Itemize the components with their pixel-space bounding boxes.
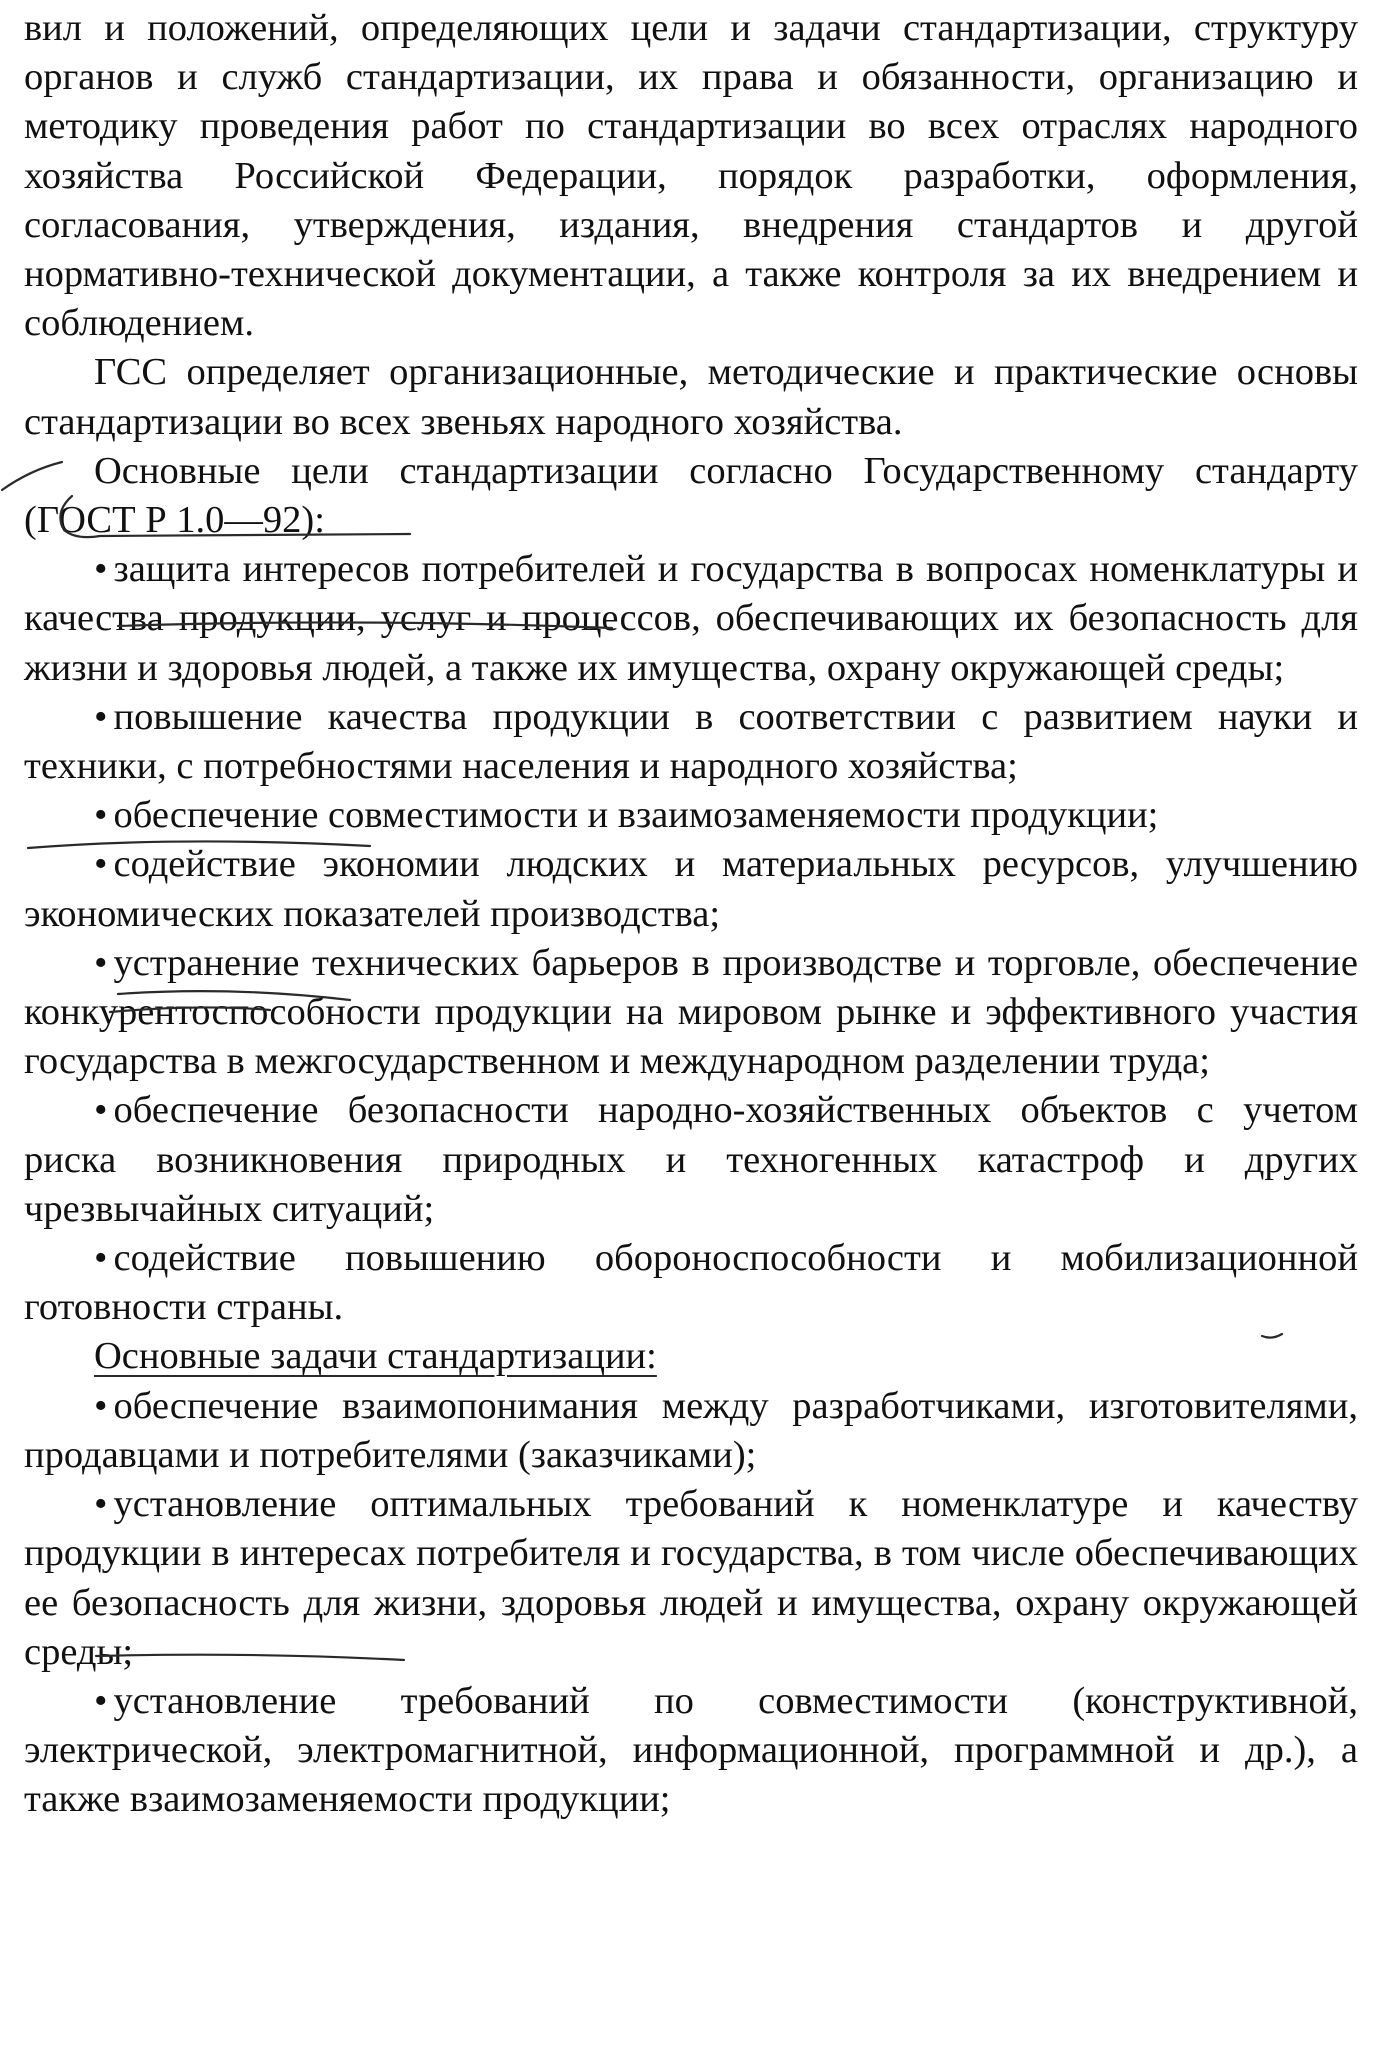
bullet-icon: • — [94, 695, 108, 738]
paragraph-continuation: вил и положений, определяющих цели и задачи стандартизации, структуру органов и служб стандартизации, их права и обязанности, организацию и методику проведения работ по стандартизации во всех отраслях народного хозяйства Российской Федерации, порядок разработки, оформления, согласования, утверждения, издания, внедрения стандартов и другой нормативно-технической документации, а также контроля за их внедрением и соблюдением. — [24, 7, 1358, 345]
tasks-heading-text: Основные задачи стандартизации: — [94, 1335, 657, 1378]
bullet-icon: • — [94, 794, 108, 837]
goal-item — [24, 1086, 1358, 1234]
goal-item — [24, 1234, 1358, 1332]
goal-item — [24, 545, 1358, 693]
goal-item — [24, 791, 1358, 840]
bullet-icon: • — [94, 1089, 108, 1132]
goals-heading: Основные цели стандартизации согласно Государственному стандарту (ГОСТ Р 1.0—92): — [24, 449, 1358, 542]
bullet-icon: • — [94, 1679, 108, 1722]
bullet-icon: • — [94, 548, 108, 591]
task-item-text: установление оптимальных требований к номенклатуре и качеству продукции в интересах потребителя и государства, в том числе обеспечивающих ее безопасность для жизни, здоровья людей и имущества, охрану окружающей среды; — [24, 1483, 1358, 1673]
tasks-heading — [24, 1332, 1358, 1381]
bullet-icon: • — [94, 941, 108, 984]
task-item-text: обеспечение взаимопонимания между разработчиками, изготовителями, продавцами и потребителями (заказчиками); — [24, 1384, 1358, 1476]
goal-item-text: содействие повышению обороноспособности и мобилизационной готовности страны. — [24, 1237, 1358, 1329]
goal-item — [24, 693, 1358, 791]
goal-item-text: обеспечение безопасности народно-хозяйственных объектов с учетом риска возникновения природных и техногенных катастроф и других чрезвычайных ситуаций; — [24, 1089, 1358, 1230]
paragraph-gss-definition: ГСС определяет организационные, методические и практические основы стандартизации во всех звеньях народного хозяйства. — [24, 351, 1358, 443]
goal-item-text: обеспечение совместимости и взаимозаменяемости продукции; — [113, 794, 1159, 837]
bullet-icon: • — [94, 1384, 108, 1427]
bullet-icon: • — [94, 1483, 108, 1526]
goal-item — [24, 840, 1358, 938]
task-item-text: установление требований по совместимости (конструктивной, электрической, электромагнитной, информационной, программной и др.), а также взаимозаменяемости продукции; — [24, 1679, 1358, 1821]
bullet-icon: • — [94, 843, 108, 886]
goal-item-text: устранение технических барьеров в производстве и торговле, обеспечение конкурентоспособности продукции на мировом рынке и эффективного участия государства в межгосударственном и международном разделении труда; — [24, 941, 1358, 1083]
task-item — [24, 1677, 1358, 1825]
task-item — [24, 1382, 1358, 1480]
bullet-icon: • — [94, 1237, 108, 1280]
goal-item — [24, 939, 1358, 1087]
goal-item-text: защита интересов потребителей и государства в вопросах номенклатуры и качества продукции, услуг и процессов, обеспечивающих их безопасность для жизни и здоровья людей, а также их имущества, охрану окружающей среды; — [24, 548, 1358, 689]
document-page — [24, 4, 1358, 1825]
task-item — [24, 1480, 1358, 1677]
goal-item-text: повышение качества продукции в соответствии с развитием науки и техники, с потребностями населения и народного хозяйства; — [24, 695, 1358, 788]
goal-item-text: содействие экономии людских и материальных ресурсов, улучшению экономических показателей производства; — [24, 843, 1358, 935]
